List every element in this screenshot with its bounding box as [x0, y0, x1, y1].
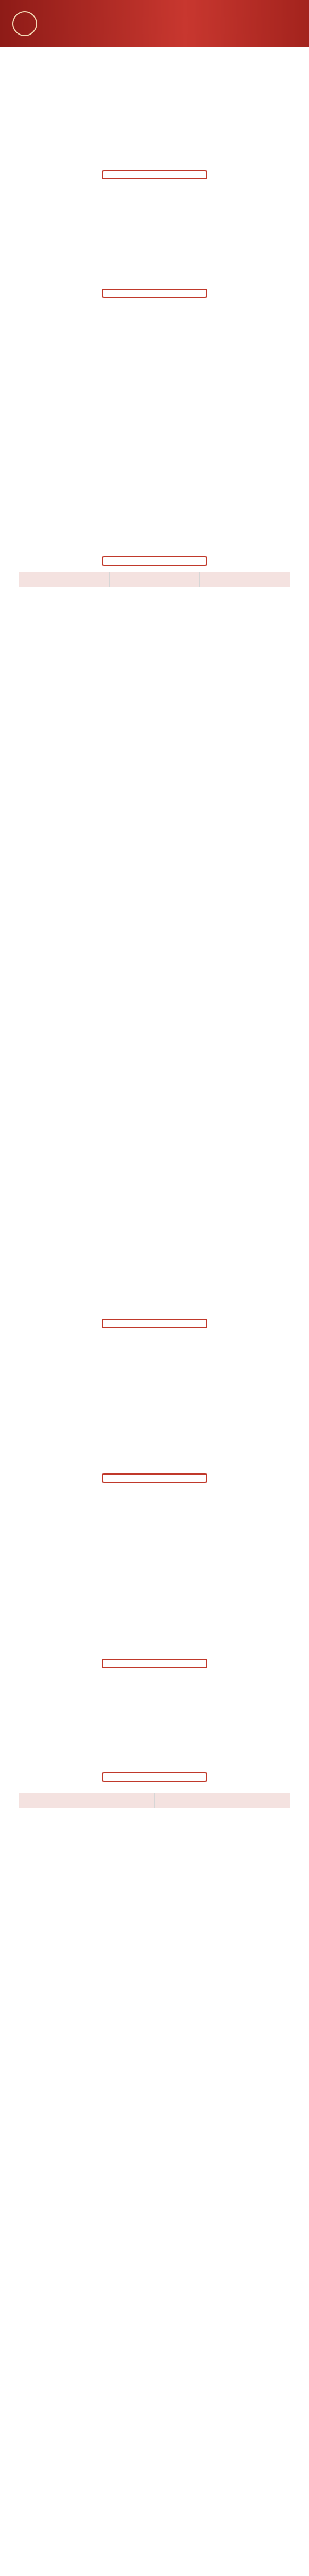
column-header: [222, 1793, 290, 1808]
column-header: [19, 1793, 87, 1808]
school-logo: [12, 11, 37, 36]
subjects-title: [102, 556, 207, 566]
exam-title: [102, 1473, 207, 1483]
subjects-table: [19, 572, 290, 587]
conditions-title: [102, 170, 207, 179]
column-header: [154, 1793, 222, 1808]
method-section: [19, 289, 290, 303]
column-header: [109, 572, 200, 587]
exam-section: [19, 1473, 290, 1488]
schedule-section: [19, 1319, 290, 1333]
contact-section: [19, 1772, 290, 1808]
column-header: [200, 572, 290, 587]
intro-section: [19, 62, 290, 67]
conditions-section: [19, 170, 290, 184]
header-banner: [0, 0, 309, 47]
subjects-section: [19, 556, 290, 587]
result-section: [19, 1659, 290, 1673]
contacts-table: [19, 1793, 290, 1808]
result-title: [102, 1659, 207, 1668]
column-header: [19, 572, 110, 587]
column-header: [87, 1793, 154, 1808]
schedule-title: [102, 1319, 207, 1328]
contact-title: [102, 1772, 207, 1782]
method-title: [102, 289, 207, 298]
